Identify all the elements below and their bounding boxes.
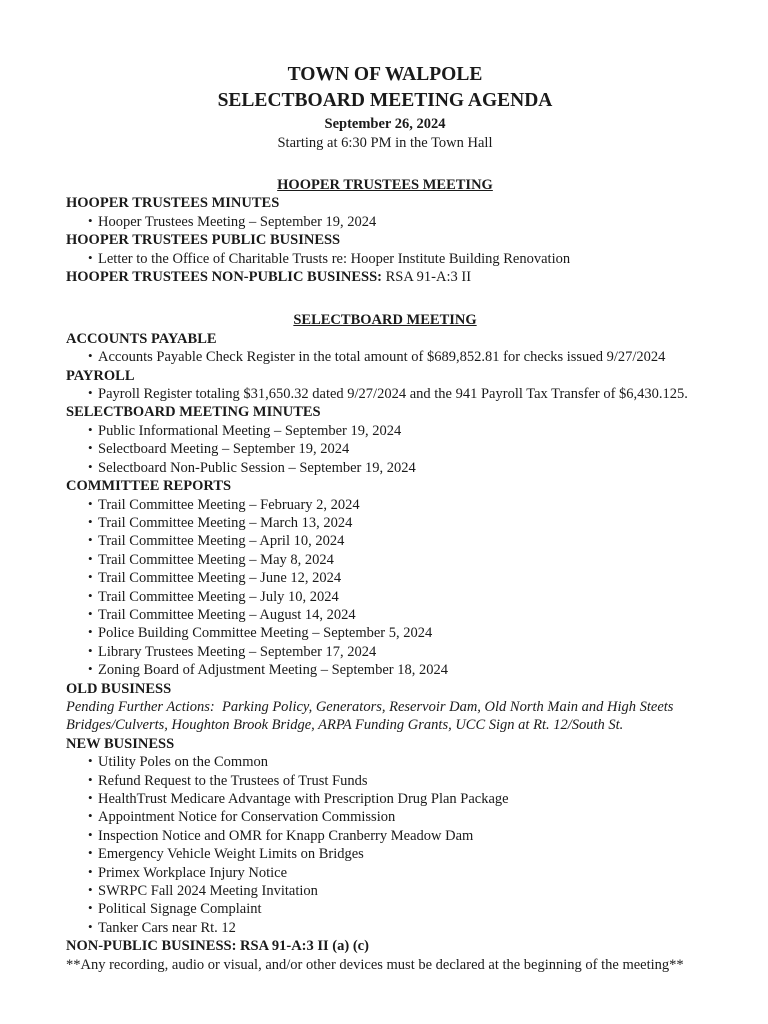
agenda-bullet-item	[66, 250, 704, 268]
agenda-section-heading: PAYROLL	[66, 367, 135, 384]
agenda-bullet-item	[66, 514, 704, 532]
page-title-line-2: SELECTBOARD MEETING AGENDA	[217, 90, 553, 111]
bullet-icon: •	[88, 918, 93, 934]
agenda-section-heading: SELECTBOARD MEETING MINUTES	[66, 404, 321, 421]
document-header	[66, 62, 704, 153]
bullet-text: Trail Committee Meeting – August 14, 2024	[98, 606, 356, 623]
bullet-icon: •	[88, 458, 93, 474]
agenda-bullet-item	[66, 588, 704, 606]
section-title-text: HOOPER TRUSTEES MEETING	[277, 177, 493, 193]
bullet-icon: •	[88, 550, 93, 566]
agenda-bullet-item	[66, 551, 704, 569]
agenda-bullet-item	[66, 753, 704, 771]
recording-devices-notice: **Any recording, audio or visual, and/or other devices must be declared at the beginning of the meeting**	[66, 956, 684, 973]
bullet-text: Trail Committee Meeting – May 8, 2024	[98, 551, 334, 568]
agenda-section-heading: ACCOUNTS PAYABLE	[66, 330, 217, 347]
agenda-bullet-item	[66, 900, 704, 918]
bullet-icon: •	[88, 826, 93, 842]
bullet-icon: •	[88, 495, 93, 511]
meeting-time-location: Starting at 6:30 PM in the Town Hall	[277, 135, 493, 151]
bullet-text: Zoning Board of Adjustment Meeting – September 18, 2024	[98, 662, 448, 679]
bullet-text: Payroll Register totaling $31,650.32 dated 9/27/2024 and the 941 Payroll Tax Transfer of $6,430.125.	[98, 386, 688, 403]
agenda-bullet-item	[66, 348, 704, 366]
bullet-text: Appointment Notice for Conservation Commission	[98, 809, 396, 826]
agenda-bullet-item	[66, 882, 704, 900]
bullet-icon: •	[88, 863, 93, 879]
bullet-text: Trail Committee Meeting – February 2, 2024	[98, 496, 360, 513]
section-title	[66, 176, 704, 194]
agenda-section-heading: OLD BUSINESS	[66, 680, 172, 697]
agenda-section-heading: HOOPER TRUSTEES PUBLIC BUSINESS	[66, 232, 341, 249]
bullet-text: Utility Poles on the Common	[98, 754, 268, 771]
agenda-body	[66, 176, 704, 974]
agenda-section-heading: NON-PUBLIC BUSINESS: RSA 91-A:3 II (a) (c)	[66, 938, 369, 955]
section-title	[66, 311, 704, 329]
agenda-bullet-item	[66, 459, 704, 477]
agenda-bullet-item	[66, 808, 704, 826]
bullet-text: SWRPC Fall 2024 Meeting Invitation	[98, 883, 318, 900]
bullet-text: Tanker Cars near Rt. 12	[98, 919, 236, 936]
bullet-icon: •	[88, 348, 93, 364]
bullet-text: Emergency Vehicle Weight Limits on Bridges	[98, 846, 364, 863]
bullet-text: Political Signage Complaint	[98, 901, 262, 918]
agenda-bullet-item	[66, 790, 704, 808]
agenda-bullet-item	[66, 569, 704, 587]
bullet-text: Hooper Trustees Meeting – September 19, 2024	[98, 213, 377, 230]
agenda-bullet-item	[66, 624, 704, 642]
agenda-bullet-item	[66, 827, 704, 845]
bullet-icon: •	[88, 845, 93, 861]
agenda-bullet-item	[66, 845, 704, 863]
bullet-icon: •	[88, 642, 93, 658]
bullet-icon: •	[88, 882, 93, 898]
bullet-text: Refund Request to the Trustees of Trust Funds	[98, 772, 368, 789]
agenda-bullet-item	[66, 864, 704, 882]
agenda-section-heading: NEW BUSINESS	[66, 735, 175, 752]
bullet-icon: •	[88, 385, 93, 401]
bullet-text: Police Building Committee Meeting – September 5, 2024	[98, 625, 433, 642]
bullet-text: Library Trustees Meeting – September 17, 2024	[98, 643, 377, 660]
bullet-icon: •	[88, 605, 93, 621]
bullet-text: Selectboard Meeting – September 19, 2024	[98, 441, 350, 458]
bullet-icon: •	[88, 771, 93, 787]
bullet-text: Trail Committee Meeting – March 13, 2024	[98, 514, 353, 531]
bullet-text: Public Informational Meeting – September 19, 2024	[98, 422, 402, 439]
agenda-bullet-item	[66, 440, 704, 458]
bullet-text: Primex Workplace Injury Notice	[98, 864, 288, 881]
bullet-text: Trail Committee Meeting – July 10, 2024	[98, 588, 339, 605]
agenda-bullet-item	[66, 643, 704, 661]
bullet-icon: •	[88, 212, 93, 228]
heading-bold-text: HOOPER TRUSTEES NON-PUBLIC BUSINESS:	[66, 269, 382, 286]
agenda-section-heading-inline	[66, 268, 704, 286]
meeting-date: September 26, 2024	[324, 116, 446, 132]
bullet-icon: •	[88, 569, 93, 585]
bullet-icon: •	[88, 249, 93, 265]
bullet-icon: •	[88, 790, 93, 805]
heading-normal-text: RSA 91-A:3 II	[382, 269, 472, 286]
agenda-bullet-item	[66, 213, 704, 231]
bullet-text: Accounts Payable Check Register in the total amount of $689,852.81 for checks issued 9/27/2024	[98, 349, 666, 366]
bullet-icon: •	[88, 440, 93, 456]
agenda-bullet-item	[66, 422, 704, 440]
agenda-section-heading: HOOPER TRUSTEES MINUTES	[66, 195, 280, 212]
section-title-text: SELECTBOARD MEETING	[293, 312, 477, 329]
bullet-icon: •	[88, 753, 93, 769]
bullet-icon: •	[88, 624, 93, 640]
agenda-bullet-item	[66, 496, 704, 514]
old-business-pending-actions-note: Pending Further Actions: Parking Policy, Generators, Reservoir Dam, Old North Main and High Steets Bridges/Culverts, Houghton Brook Bridge, ARPA Funding Grants, UCC Sign at Rt. 12/South St.	[66, 698, 674, 734]
bullet-icon: •	[88, 421, 93, 437]
bullet-text: Inspection Notice and OMR for Knapp Cranberry Meadow Dam	[98, 827, 474, 844]
bullet-icon: •	[88, 513, 93, 529]
agenda-bullet-item	[66, 606, 704, 624]
bullet-icon: •	[88, 900, 93, 916]
bullet-text: Letter to the Office of Charitable Trusts re: Hooper Institute Building Renovation	[98, 250, 571, 267]
agenda-bullet-item	[66, 661, 704, 679]
agenda-section-heading: COMMITTEE REPORTS	[66, 478, 232, 495]
agenda-bullet-item	[66, 772, 704, 790]
bullet-text: Trail Committee Meeting – April 10, 2024	[98, 533, 345, 550]
section-gap	[66, 286, 704, 311]
bullet-text: Trail Committee Meeting – June 12, 2024	[98, 570, 342, 587]
agenda-bullet-item	[66, 919, 704, 937]
bullet-icon: •	[88, 532, 93, 548]
bullet-icon: •	[88, 661, 93, 677]
agenda-bullet-item	[66, 532, 704, 550]
page-title-line-1: TOWN OF WALPOLE	[287, 64, 483, 85]
agenda-bullet-item	[66, 385, 704, 403]
bullet-icon: •	[88, 587, 93, 603]
bullet-text: HealthTrust Medicare Advantage with Prescription Drug Plan Package	[98, 791, 509, 807]
bullet-text: Selectboard Non-Public Session – September 19, 2024	[98, 459, 416, 476]
bullet-icon: •	[88, 808, 93, 824]
